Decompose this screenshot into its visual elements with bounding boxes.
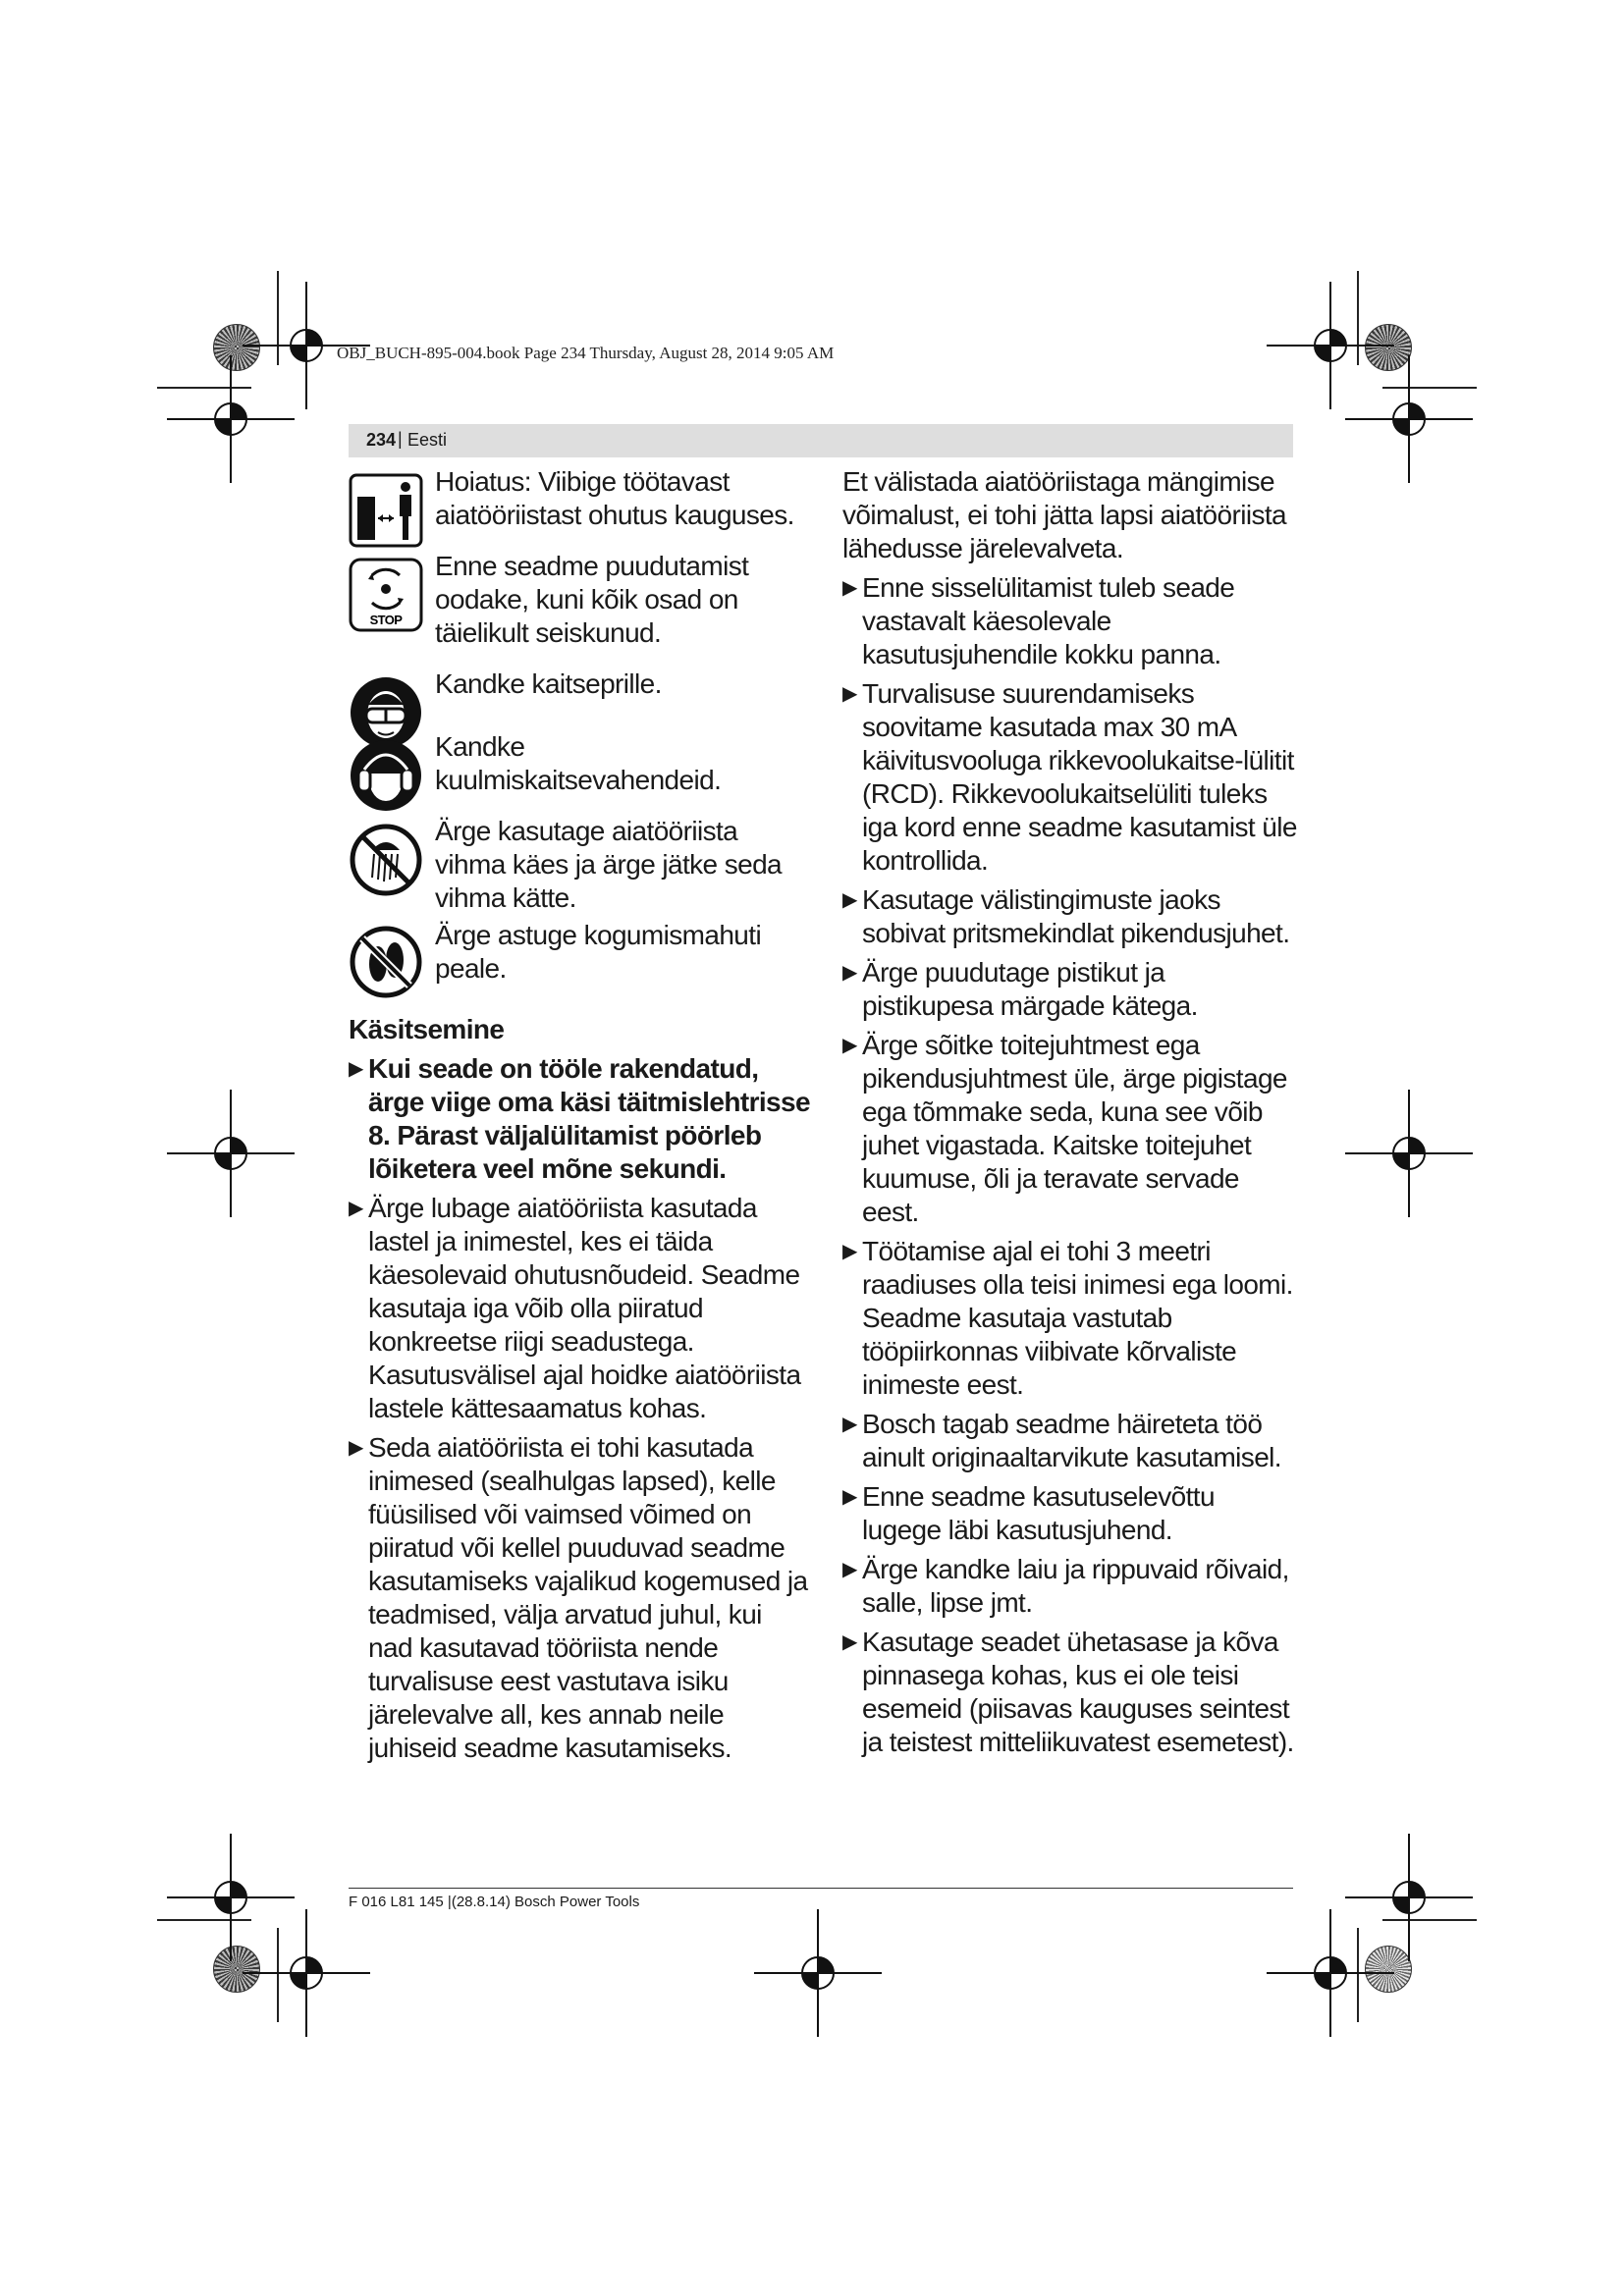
symbol-text: Ärge kasutage aiatööriista vihma käes ja ärge jätke seda vihma kätte. <box>435 816 783 913</box>
list-item-text: Ärge kandke laiu ja rippuvaid rõivaid, salle, lipse jmt. <box>862 1554 1289 1618</box>
symbol-row <box>349 815 810 915</box>
paragraph: Et välistada aiatööriistaga mängimise võimalust, ei tohi jätta lapsi aiatööriista lähedusse järelevalveta. <box>842 466 1286 563</box>
no-standing-icon <box>349 925 423 999</box>
symbol-row <box>349 550 810 650</box>
symbol-text: Enne seadme puudutamist oodake, kuni kõik osad on täielikult seiskunud. <box>435 551 749 648</box>
section-title: Käsitsemine <box>349 1014 505 1044</box>
page-language: Eesti <box>407 430 448 450</box>
symbol-row <box>349 730 810 797</box>
list-item-text: Enne sisselülitamist tuleb seade vastavalt käesolevale kasutusjuhendile kokku panna. <box>862 572 1235 669</box>
header-separator: | <box>398 429 403 449</box>
list-item <box>349 1192 810 1425</box>
right-column <box>842 465 1299 1765</box>
left-column <box>349 465 810 1771</box>
list-item-text: Ärge sõitke toitejuhtmest ega pikendusjuhtmest üle, ärge pigistage ega tõmmake seda, kuna see võib juhet vigastada. Kaitske toitejuhet kuumuse, õli ja teravate servade eest. <box>862 1030 1287 1227</box>
bullet-icon: ▶ <box>349 1437 363 1459</box>
page-header <box>349 424 1293 457</box>
list-item <box>842 1235 1299 1402</box>
symbol-text: Ärge astuge kogumismahuti peale. <box>435 920 762 984</box>
stop-label: STOP <box>369 613 403 627</box>
symbol-row <box>349 465 810 532</box>
list-item <box>842 677 1299 878</box>
list-item-text: Töötamise ajal ei tohi 3 meetri raadiuses olla teisi inimesi ega loomi. Seadme kasutaja vastutab tööpiirkonnas viibivate kõrvaliste inimeste eest. <box>862 1236 1293 1400</box>
list-item-text: Kasutage seadet ühetasase ja kõva pinnasega kohas, kus ei ole teisi esemeid (piisavas kauguses seintest ja teistest mitteliikuvatest esemetest). <box>862 1627 1294 1757</box>
list-item <box>842 571 1299 671</box>
registration-mark-icon <box>1345 1090 1473 1217</box>
footer-rule <box>349 1888 1293 1889</box>
registration-mark-icon <box>1345 355 1473 483</box>
bullet-icon: ▶ <box>349 1198 363 1219</box>
bullet-icon: ▶ <box>842 1631 857 1653</box>
registration-mark-icon <box>1267 1909 1394 2037</box>
bullet-icon: ▶ <box>842 683 857 705</box>
file-header: OBJ_BUCH-895-004.book Page 234 Thursday, August 28, 2014 9:05 AM <box>337 344 835 362</box>
list-item-text: Turvalisuse suurendamiseks soovitame kasutada max 30 mA käivitusvooluga rikkevoolukaitse-lülitit (RCD). Rikkevoolukaitselüliti tuleks iga kord enne seadme kasutamist üle kontrollida. <box>862 678 1297 876</box>
registration-mark-icon <box>167 1090 295 1217</box>
footer-brand: Bosch Power Tools <box>514 1894 640 1910</box>
list-item-text: Kasutage välistingimuste jaoks sobivat pritsmekindlat pikendusjuhet. <box>862 884 1290 948</box>
page-number: 234 <box>366 430 397 450</box>
distance-warning-icon <box>349 473 423 548</box>
symbol-text: Hoiatus: Viibige töötavast aiatööriistast ohutus kauguses. <box>435 466 794 530</box>
list-item-text: Enne seadme kasutuselevõttu lugege läbi kasutusjuhend. <box>862 1481 1215 1545</box>
list-item <box>842 1553 1299 1620</box>
ear-protection-icon <box>349 738 423 813</box>
list-item <box>842 1029 1299 1229</box>
list-item <box>842 1626 1299 1759</box>
bullet-icon: ▶ <box>842 1414 857 1435</box>
symbol-text: Kandke kaitseprille. <box>435 668 662 699</box>
registration-mark-icon <box>754 1909 882 2037</box>
bullet-icon: ▶ <box>842 1559 857 1580</box>
list-item-text: Bosch tagab seadme häireteta töö ainult originaaltarvikute kasutamisel. <box>862 1409 1281 1472</box>
bullet-icon: ▶ <box>842 962 857 984</box>
symbol-row <box>349 667 810 701</box>
list-item <box>842 956 1299 1023</box>
list-item-text: Ärge lubage aiatööriista kasutada lastel ja inimestel, kes ei täida käesolevaid ohutusnõudeid. Seadme kasutaja iga võib olla piiratud konkreetse riigi seadustega. Kasutusvälisel ajal hoidke aiatööriista lastele kättesaamatus kohas. <box>368 1193 801 1423</box>
footer-doc-id: F 016 L81 145 <box>349 1894 444 1910</box>
symbol-text: Kandke kuulmiskaitsevahendeid. <box>435 731 722 795</box>
list-item <box>842 1408 1299 1474</box>
stop-icon <box>349 558 423 632</box>
registration-mark-icon <box>167 355 295 483</box>
registration-mark-icon <box>243 1909 370 2037</box>
footer-date: (28.8.14) <box>451 1894 511 1910</box>
list-item-text: Seda aiatööriista ei tohi kasutada inimesed (sealhulgas lapsed), kelle füüsilised või vaimsed võimed on piiratud või kellel puuduvad seadme kasutamiseks vajalikud kogemused ja teadmised, välja arvatud juhul, kui nad kasutavad tööriista nende turvalisuse eest vastutava isiku järelevalve all, kes annab neile juhiseid seadme kasutamiseks. <box>368 1432 808 1763</box>
list-item <box>842 883 1299 950</box>
no-rain-icon <box>349 823 423 897</box>
bullet-icon: ▶ <box>349 1058 363 1080</box>
symbol-row <box>349 919 810 986</box>
list-item <box>349 1431 810 1765</box>
bullet-icon: ▶ <box>842 1035 857 1056</box>
bullet-icon: ▶ <box>842 1241 857 1262</box>
bullet-icon: ▶ <box>842 577 857 599</box>
bullet-icon: ▶ <box>842 1486 857 1508</box>
footer-separator: | <box>447 1894 452 1910</box>
list-item-text: Kui seade on tööle rakendatud, ärge viige oma käsi täitmislehtrisse 8. Pärast väljalülitamist pöörleb lõiketera veel mõne sekundi. <box>368 1053 810 1184</box>
list-item <box>349 1052 810 1186</box>
list-item <box>842 1480 1299 1547</box>
page-footer <box>349 1894 639 1910</box>
bullet-icon: ▶ <box>842 889 857 911</box>
list-item-text: Ärge puudutage pistikut ja pistikupesa märgade kätega. <box>862 957 1198 1021</box>
